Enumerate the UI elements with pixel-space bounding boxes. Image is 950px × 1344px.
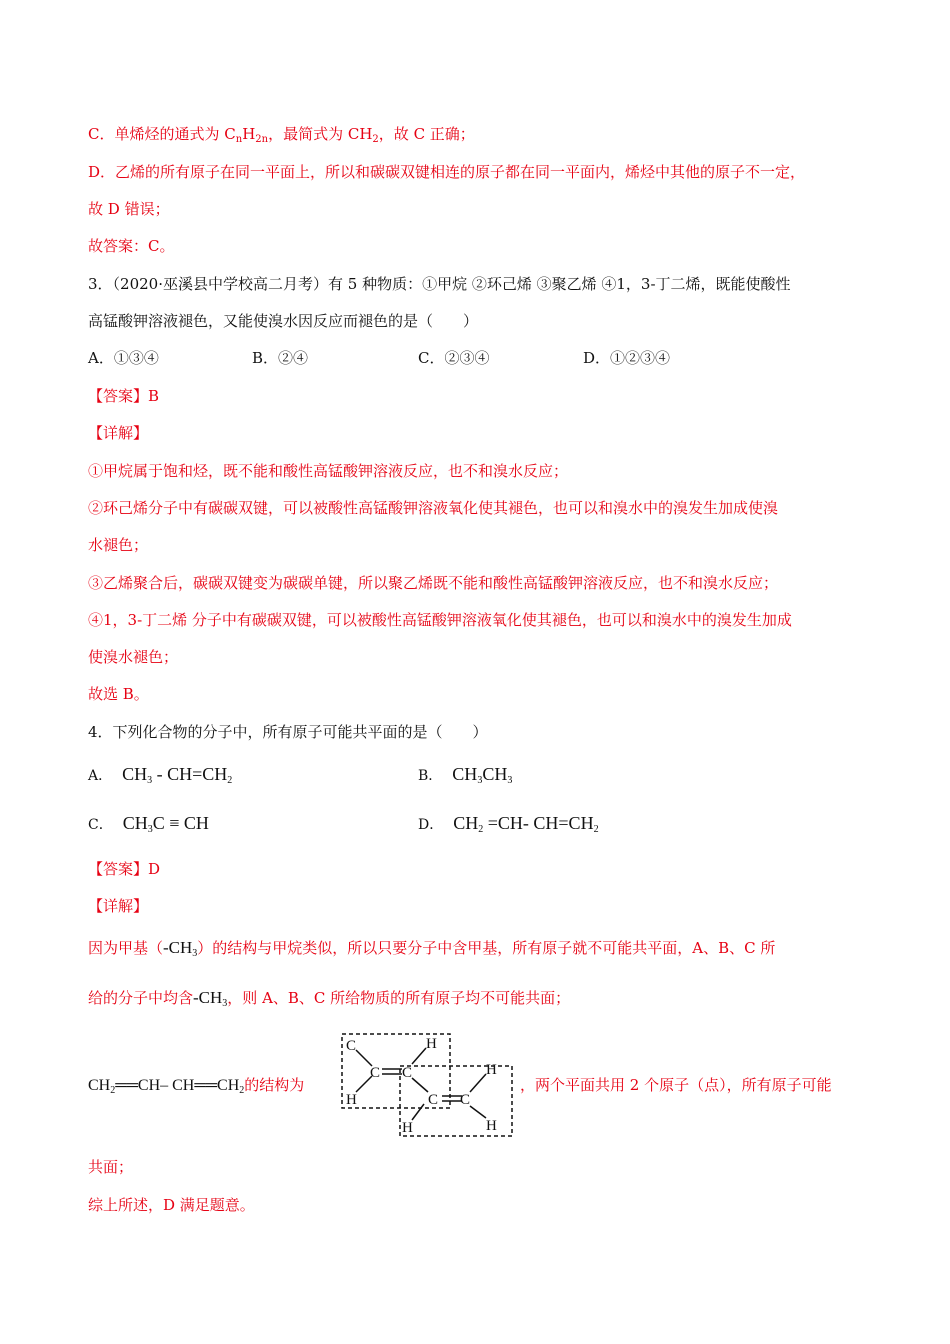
subscript: n <box>235 134 243 145</box>
atom-c: C <box>460 1092 471 1108</box>
q3-option-c: C．②③④ <box>418 349 490 367</box>
option-label: B． <box>418 768 443 784</box>
q4-explain-4: 共面； <box>88 1158 134 1176</box>
option-label: C． <box>88 817 113 833</box>
atom-h: H <box>426 1036 437 1052</box>
text: ）的结构与甲烷类似，所以只要分子中含甲基，所有原子就不可能共平面，A、B、C 所 <box>197 939 776 957</box>
atom-c: C <box>370 1065 381 1081</box>
q4-final: 综上所述，D 满足题意。 <box>88 1196 255 1214</box>
q3-final: 故选 B。 <box>88 685 149 703</box>
q3-option-b: B．②④ <box>252 349 309 367</box>
q3-explain-2a: ②环己烯分子中有碳碳双键，可以被酸性高锰酸钾溶液氧化使其褪色，也可以和溴水中的溴发生加成使溴 <box>88 499 779 517</box>
explanation-line-c <box>88 124 475 144</box>
text: ，故 C 正确； <box>378 125 475 143</box>
q3-explain-1: ①甲烷属于饱和烃，既不能和酸性高锰酸钾溶液反应，也不和溴水反应； <box>88 462 569 480</box>
answer-summary-c: 故答案：C。 <box>88 237 175 255</box>
q4-option-d <box>418 813 599 835</box>
explanation-line-d1: D．乙烯的所有原子在同一平面上，所以和碳碳双键相连的原子都在同一平面内，烯烃中其他的原子不一定， <box>88 163 806 181</box>
atom-h: H <box>346 1092 357 1108</box>
q4-explain-2 <box>88 988 570 1008</box>
q3-option-a: A．①③④ <box>88 349 159 367</box>
atom-c: C <box>346 1038 357 1054</box>
q4-option-c <box>88 813 209 835</box>
q3-explain-4b: 使溴水褪色； <box>88 648 179 666</box>
atom-c: C <box>428 1092 439 1108</box>
butadiene-planes-diagram <box>340 1030 520 1140</box>
q4-option-a <box>88 764 232 786</box>
formula-ch3ch3: $CH_3CH_3$ <box>452 764 513 786</box>
q4-option-b <box>418 764 512 786</box>
formula-methyl: $-CH_3$ <box>163 938 198 959</box>
q3-explain-2b: 水褪色； <box>88 536 149 554</box>
q4-detail-heading: 【详解】 <box>88 897 149 915</box>
question-4-line1: 4．下列化合物的分子中，所有原子可能共平面的是（ ） <box>88 723 488 741</box>
formula-butadiene-structural: $CH_2══CH-$ $CH══CH_2$ <box>88 1077 245 1096</box>
option-label: A． <box>88 768 113 784</box>
question-3-line2: 高锰酸钾溶液褪色，又能使溴水因反应而褪色的是（ ） <box>88 312 479 330</box>
option-label: D． <box>418 817 444 833</box>
q3-detail-heading: 【详解】 <box>88 424 149 442</box>
text: ，则 A、B、C 所给物质的所有原子均不可能共面； <box>227 989 571 1007</box>
formula-butadiene: $CH_2 =CH-$ $CH=CH_2$ <box>453 813 599 835</box>
formula-ch3c-triple-ch: $CH_3C$ ≡ CH <box>122 813 209 835</box>
q3-explain-3: ③乙烯聚合后，碳碳双键变为碳碳单键，所以聚乙烯既不能和酸性高锰酸钾溶液反应，也不和溴水反应； <box>88 574 779 592</box>
atom-c: C <box>402 1065 413 1081</box>
explanation-line-d2: 故 D 错误； <box>88 200 170 218</box>
text: 因为甲基（ <box>88 939 164 957</box>
q4-answer: 【答案】D <box>88 860 161 878</box>
q4-explain-1 <box>88 938 775 958</box>
formula-methyl: $-CH_3$ <box>193 988 228 1009</box>
question-3-line1: 3．（2020·巫溪县中学校高二月考）有 5 种物质：①甲烷 ②环己烯 ③聚乙烯 ④1，3-丁二烯，既能使酸性 <box>88 275 791 293</box>
subscript: 2n <box>255 134 269 145</box>
text: C．单烯烃的通式为 C <box>88 125 236 143</box>
text: H <box>242 125 256 143</box>
q3-answer: 【答案】B <box>88 387 160 405</box>
subscript: 2 <box>372 134 379 145</box>
q3-explain-4a: ④1，3-丁二烯 分子中有碳碳双键，可以被酸性高锰酸钾溶液氧化使其褪色，也可以和溴水中的溴发生加成 <box>88 611 792 629</box>
text: 的结构为 <box>244 1076 305 1094</box>
atom-h: H <box>486 1118 497 1134</box>
text: ，最简式为 CH <box>268 125 373 143</box>
q4-explain-3 <box>88 1075 304 1096</box>
atom-h: H <box>402 1120 413 1136</box>
q4-explain-3-tail: ，两个平面共用 2 个原子（点），所有原子可能 <box>520 1076 832 1094</box>
atom-h: H <box>486 1062 497 1078</box>
text: 给的分子中均含 <box>88 989 194 1007</box>
formula-ch3-ch-ch2: $CH_3 - CH=CH_2$ <box>122 764 233 786</box>
q3-option-d: D．①②③④ <box>583 349 671 367</box>
